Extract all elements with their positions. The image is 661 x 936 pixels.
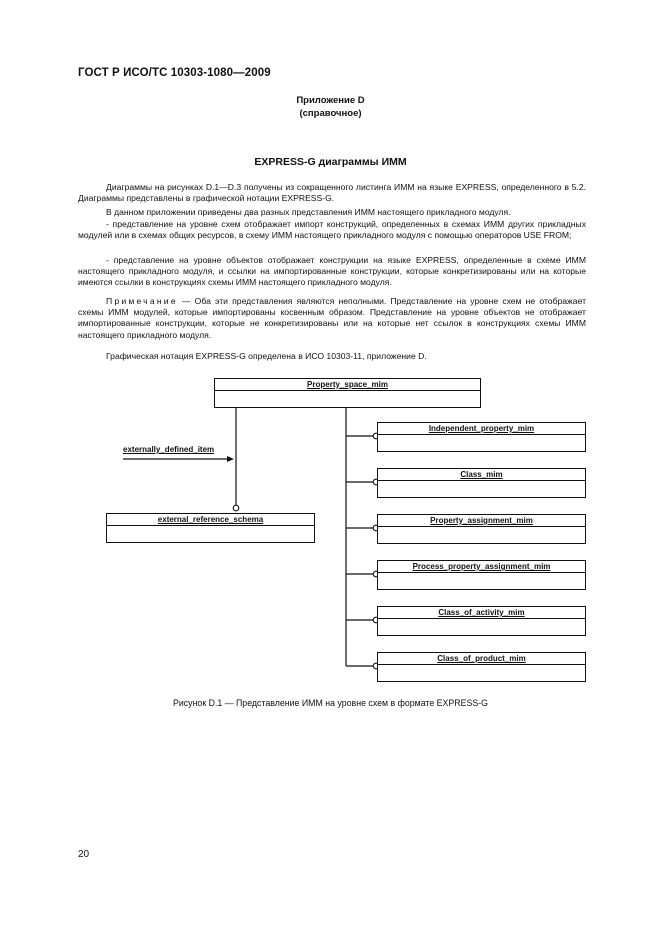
figure-caption: Рисунок D.1 — Представление ИММ на уровне схем в формате EXPRESS-G [172, 698, 488, 708]
section-title: EXPRESS-G диаграммы ИММ [254, 156, 407, 168]
schema-box [377, 514, 586, 544]
schema-box [377, 606, 586, 636]
paragraph-4: - представление на уровне объектов отображает конструкции на языке EXPRESS, определенные в схеме ИММ настоящего прикладного модуля, и ссылки на импортированные конструкции, которые конкретизированы или на которые имеются ссылки в конструкциях схемы ИММ настоящего прикладного модуля. [78, 255, 586, 288]
schema-box [377, 422, 586, 452]
schema-box [377, 468, 586, 498]
schema-box [377, 652, 586, 682]
notation-paragraph: Графическая нотация EXPRESS-G определена в ИСО 10303-11, приложение D. [106, 351, 427, 361]
page-number: 20 [78, 849, 90, 860]
external-schema-label: external_reference_schema [107, 514, 314, 526]
paragraph-3: - представление на уровне схем отображает импорт конструкций, определенных в схемах ИММ других прикладных модулей или в схемах общих ресурсов, в схему ИММ настоящего прикладного модуля с помощью операторов USE FROM; [78, 219, 586, 241]
external-item-label: externally_defined_item [123, 445, 215, 454]
schema-label: Class_mim [378, 469, 585, 481]
schema-label: Independent_property_mim [378, 423, 585, 435]
main-schema-label: Property_space_mim [215, 379, 480, 391]
schema-box [377, 560, 586, 590]
schema-label: Property_assignment_mim [378, 515, 585, 527]
schema-label: Process_property_assignment_mim [378, 561, 585, 573]
note-text: — Оба эти представления являются неполными. Представление на уровне схем не отображает схемы ИММ модулей, которые импортированы косвенным образом. Представление на уровне объектов не отображает импортированные конструкции, которые не конкретизированы или на которые нет ссылок в конструкциях схемы ИММ настоящего прикладного модуля. [78, 296, 587, 340]
annex-title: Приложение D [296, 95, 365, 106]
paragraph-2: В данном приложении приведены два разных представления ИММ настоящего прикладного модуля. [106, 207, 511, 217]
note-label: Примечание [106, 296, 178, 306]
schema-label: Class_of_product_mim [378, 653, 585, 665]
schema-label: Class_of_activity_mim [378, 607, 585, 619]
paragraph-1: Диаграммы на рисунках D.1—D.3 получены из сокращенного листинга ИММ на языке EXPRESS, определенного в 5.2. Диаграммы представлены в графической нотации EXPRESS-G. [78, 182, 586, 204]
annex-status: (справочное) [299, 108, 362, 119]
main-schema-box [214, 378, 481, 408]
external-schema-box [106, 513, 315, 543]
standard-header: ГОСТ Р ИСО/ТС 10303-1080—2009 [78, 67, 271, 79]
